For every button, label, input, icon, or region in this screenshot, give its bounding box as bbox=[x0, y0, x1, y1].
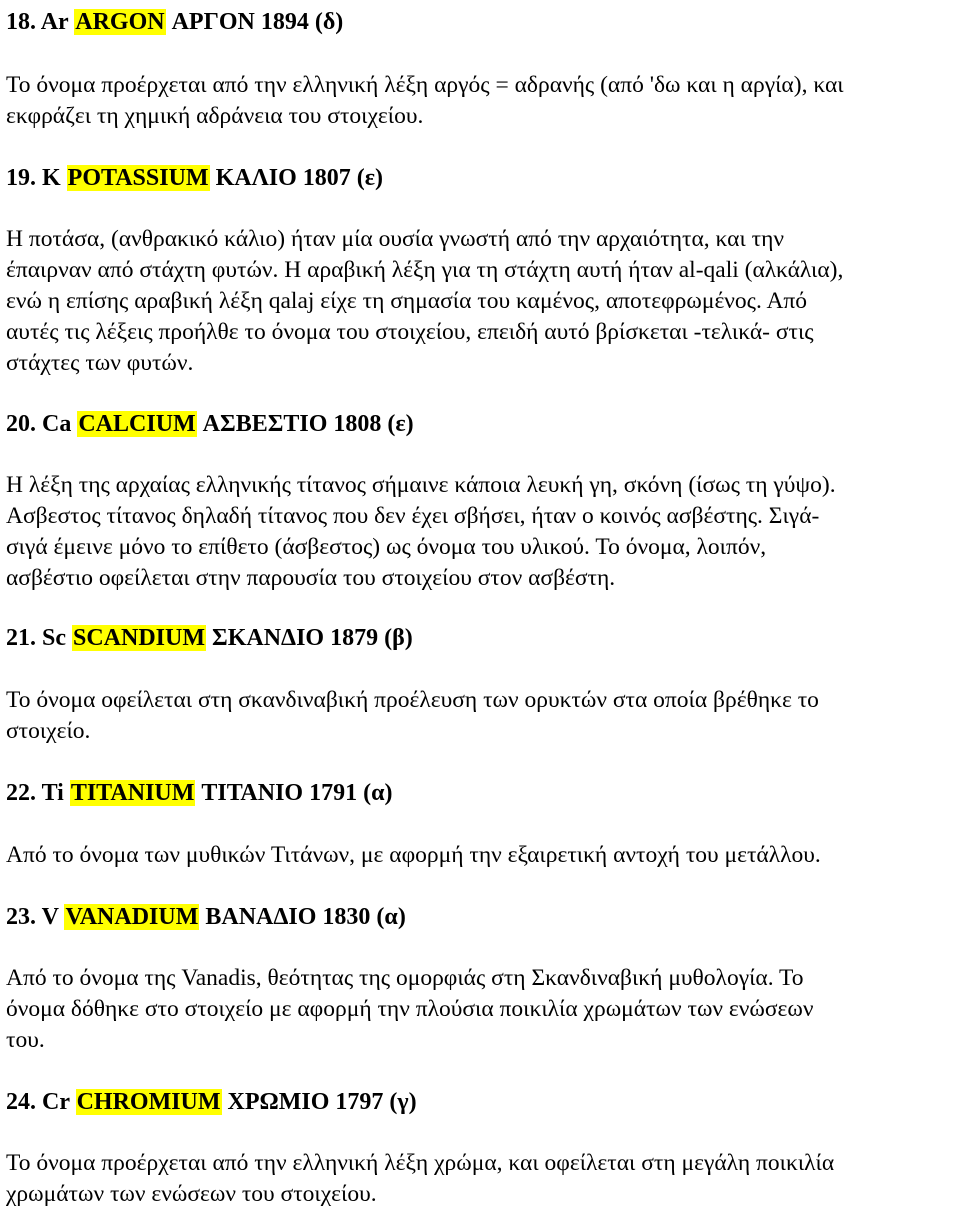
element-name-gr: ΚΑΛΙΟ 1807 (ε) bbox=[215, 165, 384, 191]
entry-number: 18. bbox=[6, 9, 36, 35]
element-name-gr: ΒΑΝΑΔΙΟ 1830 (α) bbox=[205, 904, 406, 930]
entry-number: 20. bbox=[6, 411, 36, 437]
element-symbol: Cr bbox=[42, 1089, 70, 1115]
element-symbol: Ti bbox=[41, 780, 64, 806]
text-line: όνομα δόθηκε στο στοιχείο με αφορμή την πλούσια ποικιλία χρωμάτων των ενώσεων bbox=[6, 996, 814, 1022]
element-name-gr: ΧΡΩΜΙΟ 1797 (γ) bbox=[227, 1089, 417, 1115]
text-line: Από το όνομα των μυθικών Τιτάνων, με αφορμή την εξαιρετική αντοχή του μετάλλου. bbox=[6, 842, 821, 868]
element-name-gr: ΑΣΒΕΣΤΙΟ 1808 (ε) bbox=[202, 411, 414, 437]
entry-text-titanium bbox=[6, 840, 950, 871]
element-name-en: CHROMIUM bbox=[76, 1089, 221, 1115]
entry-text-potassium bbox=[6, 224, 950, 379]
entry-text-calcium bbox=[6, 470, 950, 594]
entry-heading-vanadium bbox=[6, 899, 406, 935]
text-line: του. bbox=[6, 1027, 45, 1053]
element-name-en: POTASSIUM bbox=[67, 165, 209, 191]
entry-text-chromium bbox=[6, 1148, 950, 1210]
element-symbol: Ar bbox=[40, 9, 69, 35]
entry-number: 23. bbox=[6, 904, 36, 930]
text-line: Η ποτάσα, (ανθρακικό κάλιο) ήταν μία ουσία γνωστή από την αρχαιότητα, και την bbox=[6, 226, 785, 252]
text-line: χρωμάτων των ενώσεων του στοιχείου. bbox=[6, 1181, 377, 1207]
text-line: Το όνομα προέρχεται από την ελληνική λέξη αργός = αδρανής (από 'δω και η αργία), και bbox=[6, 72, 844, 98]
text-line: ασβέστιο οφείλεται στην παρουσία του στοιχείου στον ασβέστη. bbox=[6, 565, 616, 591]
entry-number: 24. bbox=[6, 1089, 36, 1115]
text-line: Από το όνομα της Vanadis, θεότητας της ομορφιάς στη Σκανδιναβική μυθολογία. Το bbox=[6, 965, 804, 991]
element-name-en: CALCIUM bbox=[78, 411, 196, 437]
element-name-gr: ΑΡΓΟΝ 1894 (δ) bbox=[171, 9, 344, 35]
text-line: στάχτες των φυτών. bbox=[6, 350, 194, 376]
text-line: ενώ η επίσης αραβική λέξη qalaj είχε τη σημασία του καμένος, αποτεφρωμένος. Από bbox=[6, 288, 808, 314]
element-name-en: ARGON bbox=[75, 9, 165, 35]
entry-text-vanadium bbox=[6, 963, 950, 1056]
entry-number: 22. bbox=[6, 780, 36, 806]
entry-heading-calcium bbox=[6, 406, 414, 442]
entry-heading-titanium bbox=[6, 775, 392, 811]
text-line: σιγά έμεινε μόνο το επίθετο (άσβεστος) ως όνομα του υλικού. Το όνομα, λοιπόν, bbox=[6, 534, 767, 560]
text-line: στοιχείο. bbox=[6, 718, 91, 744]
entry-number: 21. bbox=[6, 625, 36, 651]
element-symbol: Sc bbox=[42, 625, 66, 651]
text-line: Το όνομα οφείλεται στη σκανδιναβική προέλευση των ορυκτών στα οποία βρέθηκε το bbox=[6, 687, 819, 713]
element-symbol: K bbox=[42, 165, 61, 191]
text-line: έπαιρναν από στάχτη φυτών. Η αραβική λέξη για τη στάχτη αυτή ήταν al-qali (αλκάλια), bbox=[6, 257, 844, 283]
entry-heading-chromium bbox=[6, 1084, 417, 1120]
element-name-gr: ΣΚΑΝΔΙΟ 1879 (β) bbox=[212, 625, 413, 651]
text-line: Η λέξη της αρχαίας ελληνικής τίτανος σήμαινε κάποια λευκή γη, σκόνη (ίσως τη γύψο). bbox=[6, 472, 836, 498]
text-line: εκφράζει τη χημική αδράνεια του στοιχείου. bbox=[6, 103, 424, 129]
element-symbol: V bbox=[41, 904, 59, 930]
entry-number: 19. bbox=[6, 165, 36, 191]
entry-heading-argon bbox=[6, 4, 343, 40]
text-line: Το όνομα προέρχεται από την ελληνική λέξη χρώμα, και οφείλεται στη μεγάλη ποικιλία bbox=[6, 1150, 835, 1176]
text-line: αυτές τις λέξεις προήλθε το όνομα του στοιχείου, επειδή αυτό βρίσκεται -τελικά- στις bbox=[6, 319, 814, 345]
entry-text-scandium bbox=[6, 685, 950, 747]
element-name-en: SCANDIUM bbox=[73, 625, 205, 651]
entry-heading-potassium bbox=[6, 160, 383, 196]
text-line: Ασβεστος τίτανος δηλαδή τίτανος που δεν έχει σβήσει, ήταν ο κοινός ασβέστης. Σιγά- bbox=[6, 503, 820, 529]
element-symbol: Ca bbox=[42, 411, 72, 437]
entry-heading-scandium bbox=[6, 620, 413, 656]
element-name-en: VANADIUM bbox=[65, 904, 199, 930]
entry-text-argon bbox=[6, 70, 950, 132]
element-name-en: TITANIUM bbox=[70, 780, 195, 806]
element-name-gr: ΤΙΤΑΝΙΟ 1791 (α) bbox=[201, 780, 393, 806]
